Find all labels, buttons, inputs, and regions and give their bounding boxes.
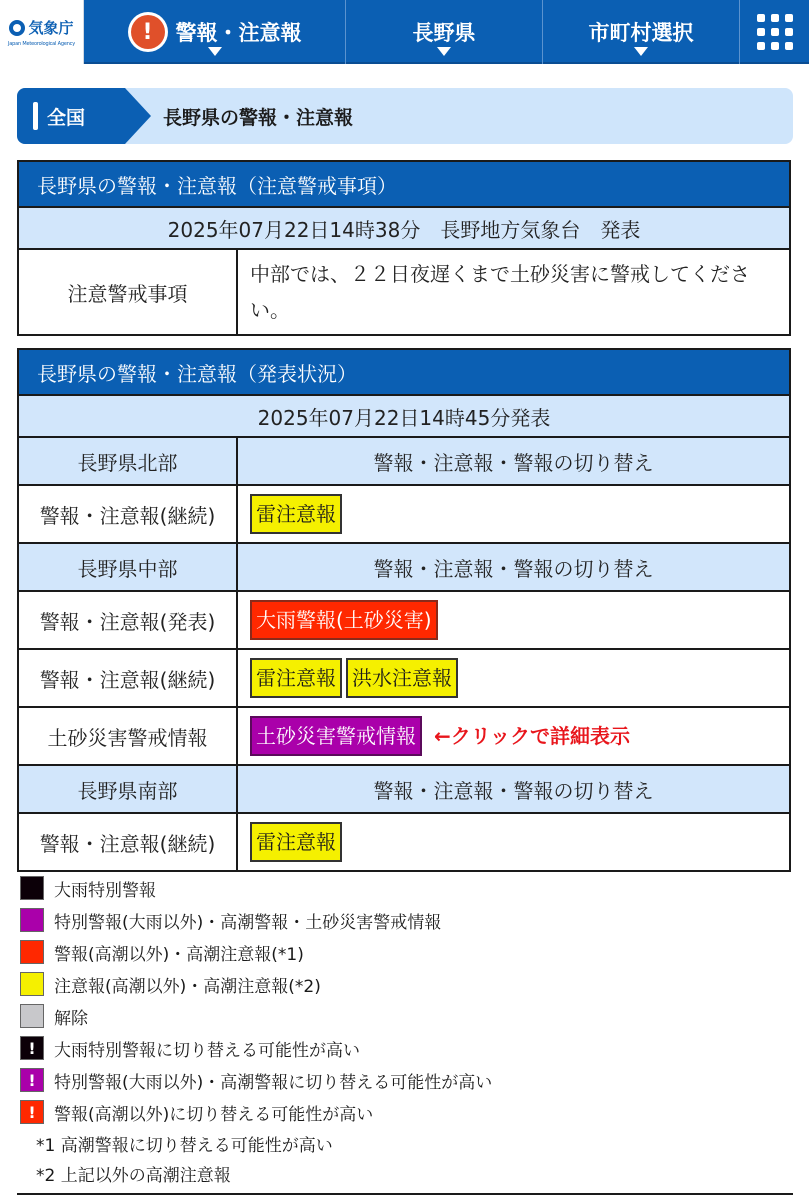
status-table-title: 長野県の警報・注意報（発表状況）: [18, 349, 790, 395]
legend-item: [20, 1032, 780, 1064]
region-name-central: 長野県中部: [18, 543, 237, 591]
click-hint: ←クリックで詳細表示: [434, 724, 630, 748]
warning-badge[interactable]: 大雨警報(土砂災害): [250, 600, 438, 640]
region-name-north: 長野県北部: [18, 437, 237, 485]
logo-subtitle: Japan Meteorological Agency: [8, 41, 75, 47]
chevron-down-icon: [208, 47, 222, 56]
legend-label: 警報(高潮以外)・高潮注意報(*1): [54, 944, 304, 965]
legend-label: 解除: [54, 1008, 88, 1029]
status-table: [17, 348, 791, 872]
legend-label: 注意報(高潮以外)・高潮注意報(*2): [54, 976, 321, 997]
jma-emblem-icon: [9, 20, 25, 36]
region-name-south: 長野県南部: [18, 765, 237, 813]
legend-swatch: [20, 908, 44, 932]
legend-label: 大雨特別警報に切り替える可能性が高い: [54, 1040, 360, 1061]
legend-item: [20, 1000, 780, 1032]
exclamation-icon: !: [20, 1036, 44, 1060]
legend-item: [20, 1096, 780, 1128]
legend-swatch: [20, 876, 44, 900]
nav-warnings-menu[interactable]: [84, 0, 346, 64]
footnote: *1 高潮警報に切り替える可能性が高い: [36, 1135, 333, 1156]
landslide-alert-badge[interactable]: 土砂災害警戒情報: [250, 716, 422, 756]
warning-badge[interactable]: 雷注意報: [250, 494, 342, 534]
breadcrumb-home-link[interactable]: 全国: [17, 88, 125, 144]
legend-label: 特別警報(大雨以外)・高潮警報に切り替える可能性が高い: [54, 1072, 493, 1093]
legend-item: [20, 936, 780, 968]
caution-table: [17, 160, 791, 336]
nav-prefecture-label: 長野県: [412, 21, 476, 45]
warning-icon: [128, 12, 168, 52]
legend-swatch: [20, 972, 44, 996]
switch-label: 警報・注意報・警報の切り替え: [237, 437, 790, 485]
legend-item: [20, 904, 780, 936]
badge-cell: [237, 813, 790, 871]
warning-badge[interactable]: 雷注意報: [250, 822, 342, 862]
legend-item: [20, 968, 780, 1000]
logo-text: 気象庁: [28, 19, 74, 37]
row-label: 警報・注意報(継続): [18, 649, 237, 707]
row-label: 警報・注意報(継続): [18, 485, 237, 543]
caution-text: 中部では、２２日夜遅くまで土砂災害に警戒してください。: [237, 249, 790, 335]
legend-label: 警報(高潮以外)に切り替える可能性が高い: [54, 1104, 374, 1125]
exclamation-icon: !: [20, 1068, 44, 1092]
grid-menu-icon: [757, 14, 793, 50]
status-issued-time: 2025年07月22日14時45分発表: [18, 395, 790, 437]
legend-label: 特別警報(大雨以外)・高潮警報・土砂災害警戒情報: [54, 912, 442, 933]
breadcrumb-current: 長野県の警報・注意報: [163, 106, 354, 129]
nav-warnings-label: 警報・注意報: [175, 21, 302, 45]
breadcrumb-separator: [125, 88, 151, 144]
badge-cell: [237, 649, 790, 707]
legend-item: [20, 872, 780, 904]
menu-button[interactable]: [740, 0, 809, 64]
badge-cell: [237, 707, 790, 765]
page-divider: [17, 1193, 793, 1195]
chevron-down-icon: [437, 47, 451, 56]
legend-item: [20, 1064, 780, 1096]
chevron-down-icon: [634, 47, 648, 56]
switch-label: 警報・注意報・警報の切り替え: [237, 543, 790, 591]
nav-prefecture-menu[interactable]: [346, 0, 543, 64]
top-navigation: [0, 0, 809, 64]
row-label: 土砂災害警戒情報: [18, 707, 237, 765]
row-label: 警報・注意報(継続): [18, 813, 237, 871]
switch-label: 警報・注意報・警報の切り替え: [237, 765, 790, 813]
nav-city-select-menu[interactable]: [543, 0, 740, 64]
footnote: *2 上記以外の高潮注意報: [36, 1165, 231, 1186]
caution-label: 注意警戒事項: [18, 249, 237, 335]
caution-table-title: 長野県の警報・注意報（注意警戒事項）: [18, 161, 790, 207]
warning-badge[interactable]: 雷注意報: [250, 658, 342, 698]
warning-icon-mark: !: [131, 15, 165, 49]
caution-issued-time: 2025年07月22日14時38分 長野地方気象台 発表: [18, 207, 790, 249]
nav-city-label: 市町村選択: [588, 21, 694, 45]
badge-cell: [237, 591, 790, 649]
legend-swatch: [20, 1004, 44, 1028]
badge-cell: [237, 485, 790, 543]
row-label: 警報・注意報(発表): [18, 591, 237, 649]
warning-badge[interactable]: 洪水注意報: [346, 658, 458, 698]
jma-logo[interactable]: [0, 0, 84, 64]
exclamation-icon: !: [20, 1100, 44, 1124]
color-legend: [20, 872, 780, 1188]
logo-row: [9, 17, 73, 38]
breadcrumb: [17, 88, 793, 144]
legend-label: 大雨特別警報: [54, 880, 156, 901]
legend-swatch: [20, 940, 44, 964]
